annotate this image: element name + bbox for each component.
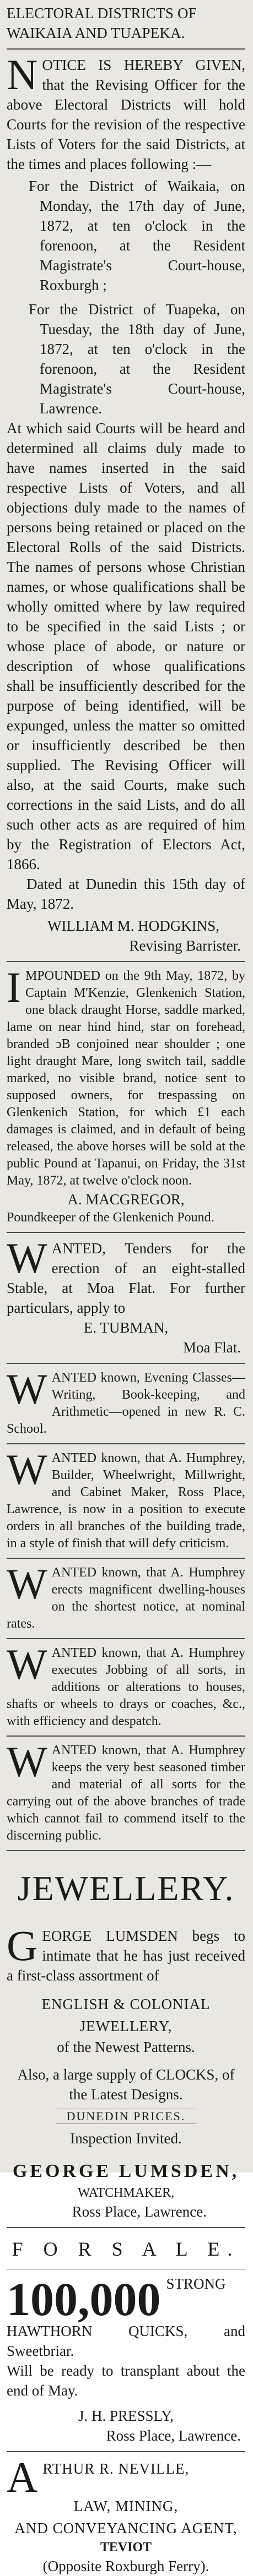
humphrey-timber-notice [7,1738,245,1844]
divider [7,48,245,50]
evening-classes-notice [7,1365,245,1438]
district-waikaia: For the District of Waikaia, on Monday, the 17th day of June, 1872, at ten o'clock in the forenoon, at the Resident Magistrate's Court-house, Roxburgh ; [29,178,245,293]
jewellery-notice [7,1865,245,2222]
impounded-signer-role: Poundkeeper of the Glenkenich Pound. [7,1210,214,1225]
dropcap: W [7,1738,47,1786]
divider [7,1232,245,1233]
humphrey-jobbing-notice [7,1640,245,1730]
jewellery-title: JEWELLERY. [17,1869,235,1908]
divider [7,1443,245,1444]
neville-note: (Opposite Roxburgh Ferry). [42,2558,209,2574]
wanted-lead: ANTED, [51,1240,106,1257]
electoral-dated: Dated at Dunedin this 15th day of May, 1872. [7,876,245,912]
humphrey-jobbing-body: known, that A. Humphrey executes Jobbing of all sorts, in additions or alterations to houses, shafts or wheels to drays or coaches, &c., with efficiency and despatch. [7,1646,245,1728]
dropcap: N [7,51,38,99]
wanted-lead: ANTED [51,1743,96,1758]
divider [7,1363,245,1364]
electoral-title: ELECTORAL DISTRICTS OF WAIKAIA AND TUAPEKA. [7,5,197,41]
district-tuapeka: For the District of Tuapeka, on Tuesday, the 18th day of June, 1872, at ten o'clock in the forenoon, at the Resident Magistrate's Court-house, Lawrence. [29,301,245,417]
jewellery-intro: EORGE LUMSDEN begs to intimate that he has just received a first-class assortment of [7,1928,245,1984]
neville-line1: LAW, MINING, [73,2498,179,2514]
dropcap: W [7,1234,47,1282]
electoral-body: At which said Courts will be heard and determined all claims duly made to have names inserted in the said respective Lists of Voters, and all objections duly made to the names of persons being retained or placed on the Electoral Rolls of the said Districts. The names of persons whose Christian names, or whose qualifications shall be wholly omitted where by law required to be specified in the said Lists ; or whose place of abode, or nature or description of whose qualifications shall be insufficiently described for the purpose of being identified, will be expunged, unless the matter so omitted or insufficiently described be then supplied. The Revising Officer will also, at the said Courts, make such corrections in the said Lists, and do all such other acts as are required of him by the Registration of Electors Act, 1866. [7,420,245,872]
dropcap: G [7,1922,38,1969]
jewellery-name: GEORGE LUMSDEN, [12,2161,240,2181]
dropcap: W [7,1560,47,1608]
dropcap: W [7,1445,47,1493]
dropcap: W [7,1640,47,1688]
humphrey-builder-body: known, that A. Humphrey, Builder, Wheelwright, Millwright, and Cabinet Maker, Ross Place, Lawrence, is now in a position to execute orders in all branches of the building trade, in a style of finish that will defy criticism. [7,1451,245,1551]
divider [7,2451,245,2452]
electoral-intro: OTICE IS HEREBY GIVEN, that the Revising Officer for the above Electoral Districts will hold Courts for the revision of the respective Lists of Voters for the said Districts, at the times and places following :— [7,57,245,172]
wanted-tenders-body: Tenders for the erection of an eight-stalled Stable, at Moa Flat. For further particulars, apply to [7,1240,246,1316]
jewellery-line1: ENGLISH & COLONIAL JEWELLERY, [41,1996,211,2034]
dropcap: I [7,963,21,1011]
jewellery-place: Ross Place, Lawrence. [72,2203,207,2220]
for-sale-notice [7,2234,245,2446]
for-sale-number: 100,000 [7,2273,161,2326]
jewellery-prices: DUNEDIN PRICES. [56,2109,196,2124]
jewellery-trade: WATCHMAKER, [77,2186,175,2200]
impounded-lead: MPOUNDED [25,969,100,983]
tenders-signer: E. TUBMAN, [83,1319,169,1336]
divider [7,1558,245,1559]
for-sale-signer: J. H. PRESSLY, [78,2408,174,2424]
jewellery-clocks: Also, a large supply of CLOCKS, of the Latest Designs. [17,2066,235,2103]
humphrey-builder-notice [7,1445,245,1552]
electoral-signer: WILLIAM M. HODGKINS, [47,918,219,934]
electoral-signer-role: Revising Barrister. [129,937,241,954]
wanted-tenders-notice [7,1234,246,1357]
neville-place: TEVIOT [100,2540,152,2555]
neville-line2: AND CONVEYANCING AGENT, [14,2520,238,2536]
for-sale-body: Will be ready to transplant about the end of May. [7,2362,245,2399]
neville-notice [7,2453,245,2576]
jewellery-inspection: Inspection Invited. [70,2130,182,2147]
for-sale-title: F O R S A L E. [12,2238,240,2260]
impounded-notice [7,963,246,1226]
wanted-lead: ANTED [51,1646,96,1660]
impounded-body: on the 9th May, 1872, by Captain M'Kenzie, Glenkenich Station, one black draught Horse, saddle marked, lame on near hind hind, star on forehead, branded ↄB conjoined near shoulder ; one light draught Mare, long switch tail, saddle marked, no visible brand, notice sent to supposed owners, for trespassing on Glenkenich Station, for which £1 each damages is claimed, and in default of being released, the above horses will be sold at the public Pound at Tapanui, on Friday, the 31st May, 1872, at twelve o'clock noon. [7,969,246,1188]
evening-classes-body: known, Evening Classes—Writing, Book-keeping, and Arithmetic—opened in new R. C. School. [7,1371,245,1436]
humphrey-timber-body: known, that A. Humphrey keeps the very best seasoned timber and material of all sorts for the carrying out of the above branches of trade which cannot fail to commend itself to the discerning public. [7,1743,245,1843]
divider [7,1735,245,1737]
divider [7,2227,245,2228]
humphrey-houses-body: known, that A. Humphrey erects magnificent dwelling-houses on the shortest notice, at nominal rates. [7,1565,245,1631]
impounded-signer: A. MACGREGOR, [67,1191,185,1208]
wanted-lead: ANTED [51,1371,96,1385]
jewellery-line2: of the Newest Patterns. [57,2039,195,2055]
wanted-lead: ANTED [51,1451,96,1465]
for-sale-head: STRONG HAWTHORN QUICKS, and Sweetbriar. [7,2275,245,2359]
neville-name: RTHUR R. NEVILLE, [42,2460,190,2477]
divider [7,1638,245,1639]
humphrey-houses-notice [7,1560,245,1633]
divider [7,961,245,962]
for-sale-place: Ross Place, Lawrence. [106,2427,241,2444]
tenders-place: Moa Flat. [183,1339,241,1356]
dropcap: W [7,1365,47,1413]
electoral-notice [7,3,245,956]
wanted-lead: ANTED [51,1565,96,1580]
divider [7,1850,245,1851]
dropcap: A [7,2453,39,2501]
